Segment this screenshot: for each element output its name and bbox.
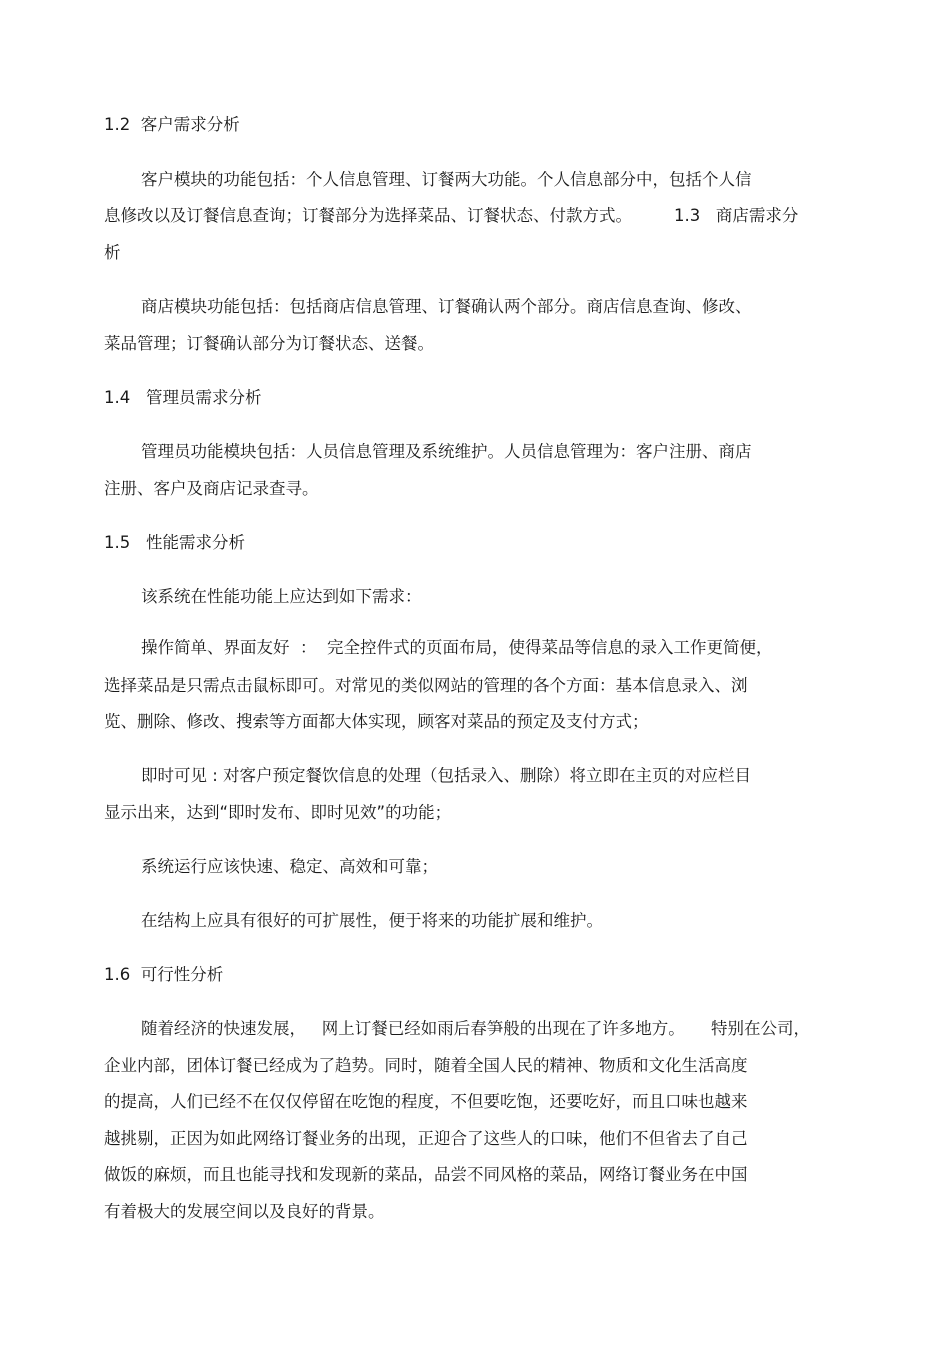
paragraph-line: 览、删除、修改、搜索等方面都大体实现，顾客对菜品的预定及支付方式； <box>104 712 649 731</box>
paragraph-line: 选择菜品是只需点击鼠标即可。对常见的类似网站的管理的各个方面：基本信息录入、浏 <box>104 676 748 695</box>
paragraph-line: 菜品管理；订餐确认部分为订餐状态、送餐。 <box>104 334 434 353</box>
paragraph-line: 管理员功能模块包括：人员信息管理及系统维护。人员信息管理为：客户注册、商店 <box>141 442 752 461</box>
paragraph-line: 系统运行应该快速、稳定、高效和可靠； <box>141 857 438 876</box>
paragraph-line: 商店模块功能包括：包括商店信息管理、订餐确认两个部分。商店信息查询、修改、 <box>141 297 752 316</box>
paragraph-line: 即时可见 : 对客户预定餐饮信息的处理（包括录入、删除）将立即在主页的对应栏目 <box>141 766 752 785</box>
paragraph-line: 企业内部，团体订餐已经成为了趋势。同时，随着全国人民的精神、物质和文化生活高度 <box>104 1056 748 1075</box>
paragraph-line: 有着极大的发展空间以及良好的背景。 <box>104 1202 385 1221</box>
paragraph-line: 析 <box>104 243 121 262</box>
section-heading-1-4: 1.4 管理员需求分析 <box>104 388 262 407</box>
section-heading-1-5: 1.5 性能需求分析 <box>104 533 245 552</box>
section-heading-1-2: 1.2 客户需求分析 <box>104 115 240 134</box>
paragraph-line: 显示出来，达到“即时发布、即时见效”的功能； <box>104 803 452 822</box>
section-heading-1-6: 1.6 可行性分析 <box>104 965 224 984</box>
paragraph-line: 操作简单、界面友好 ： 完全控件式的页面布局，使得菜品等信息的录入工作更简便， <box>141 638 773 657</box>
paragraph-line: 越挑剔，正因为如此网络订餐业务的出现，正迎合了这些人的口味，他们不但省去了自己 <box>104 1129 748 1148</box>
paragraph-line: 注册、客户及商店记录查寻。 <box>104 479 319 498</box>
paragraph-line: 客户模块的功能包括：个人信息管理、订餐两大功能。个人信息部分中，包括个人信 <box>141 170 752 189</box>
paragraph-line: 息修改以及订餐信息查询；订餐部分为选择菜品、订餐状态、付款方式。 1.3 商店需求分 <box>104 206 799 225</box>
paragraph-line: 该系统在性能功能上应达到如下需求： <box>141 587 422 606</box>
paragraph-line: 在结构上应具有很好的可扩展性，便于将来的功能扩展和维护。 <box>141 911 603 930</box>
paragraph-line: 随着经济的快速发展， 网上订餐已经如雨后春笋般的出现在了许多地方。 特别在公司， <box>141 1019 810 1038</box>
paragraph-line: 做饭的麻烦，而且也能寻找和发现新的菜品，品尝不同风格的菜品，网络订餐业务在中国 <box>104 1165 748 1184</box>
paragraph-line: 的提高，人们已经不在仅仅停留在吃饱的程度，不但要吃饱，还要吃好，而且口味也越来 <box>104 1092 748 1111</box>
